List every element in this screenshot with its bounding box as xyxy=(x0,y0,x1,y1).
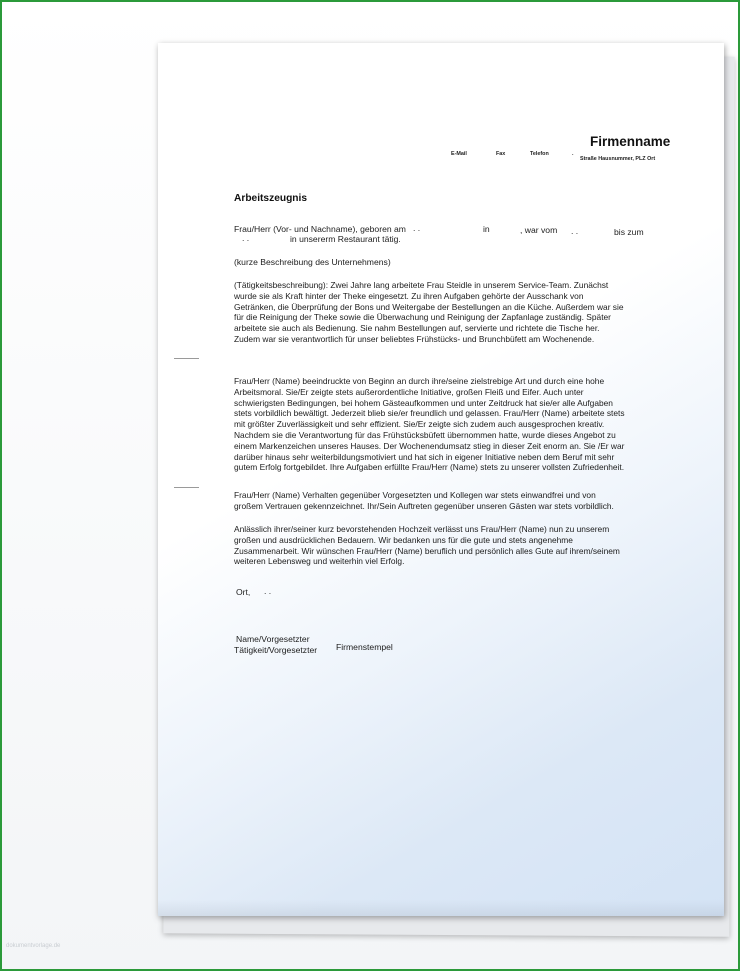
document-page xyxy=(158,43,724,916)
address-line: Straße Hausnummer, PLZ Ort xyxy=(580,156,656,162)
signature-title-line: Tätigkeit/Vorgesetzter xyxy=(234,645,318,655)
intro-from-label: , war vom xyxy=(520,225,558,235)
document-title: Arbeitszeugnis xyxy=(234,193,308,204)
watermark: dokumentvorlage.de xyxy=(6,943,61,949)
paragraph-performance xyxy=(234,376,674,473)
paragraph-line: für die Reinigung der Theke sowie die Überwachung und Reinigung der Zapfanlage zuständig. Später xyxy=(234,312,611,323)
paragraph-line: einem Markenzeichen unseres Hauses. Der Wochenendumsatz stieg in dieser Zeit enorm an. Sie /Er war xyxy=(234,440,625,451)
company-name: Firmenname xyxy=(590,134,671,149)
fold-mark-upper xyxy=(174,358,199,359)
paragraph-conduct xyxy=(234,490,674,512)
intro-until-dots: . . xyxy=(242,233,250,243)
paragraph-line: Arbeitsmoral. Sie/Er zeigte stets außerordentliche Initiative, großen Fleiß und Eifer. Auch unter xyxy=(234,386,584,397)
email-label: E-Mail xyxy=(451,151,467,157)
paragraph-duties xyxy=(234,280,674,345)
paragraph-line: Frau/Herr (Name) Verhalten gegenüber Vorgesetzten und Kollegen war stets einwandfrei und von xyxy=(234,490,596,500)
paragraph-line: mit größter Zuverlässigkeit und sehr effizient. Sie/Er zeigte sich zudem auch ausgesprochen kreativ. xyxy=(234,419,605,430)
place-date-label: Ort, xyxy=(236,587,251,597)
paragraph-line: darüber hinaus sehr weiterbildungsmotiviert und hat sich in eigener Initiative neben dem Beruf mit sehr xyxy=(234,451,615,462)
paragraph-line: wurde sie als Kraft hinter der Theke eingesetzt. Zu ihren Aufgaben gehörte der Ausschank von xyxy=(234,290,584,301)
paragraph-line: weiteren Lebensweg und weiterhin viel Erfolg. xyxy=(234,556,405,567)
frame-border-left xyxy=(0,0,2,971)
intro-name: Frau/Herr (Vor- und Nachname), geboren am xyxy=(234,224,406,234)
paragraph-line: Zudem war sie verantwortlich für unser beliebtes Frühstücks- und Brunchbüfett am Wochenende. xyxy=(234,333,595,344)
paragraph-line: Frau/Herr (Name) beeindruckte von Beginn an durch ihre/seine zielstrebige Art und durch eine hohe xyxy=(234,376,605,386)
intro-until-label: bis zum xyxy=(614,227,644,237)
intro-birth-dots: . . xyxy=(413,223,421,233)
signature-name-line: Name/Vorgesetzter xyxy=(236,634,310,644)
fax-label: Fax xyxy=(496,151,506,157)
contact-separator: . xyxy=(572,151,574,157)
intro-workplace: in unsererm Restaurant tätig. xyxy=(290,234,401,244)
place-date-dots: . . xyxy=(264,586,272,596)
paragraph-line: Nachdem sie die Verantwortung für das Frühstücksbüfett übernommen hatte, wurde dieses Angebot zu xyxy=(234,429,616,440)
paragraph-line: Getränken, die Überprüfung der Bons und Weitergabe der Bestellungen an die Küche. Außerdem war sie xyxy=(234,301,624,312)
paragraph-line: großen und ausdrücklichen Bedauern. Wir bedanken uns für die gute und stets angenehme xyxy=(234,534,573,545)
paragraph-closing xyxy=(234,524,674,567)
paragraph-line: arbeitete sie auch als Bedienung. Sie nahm Bestellungen auf, servierte und richtete die Tische her. xyxy=(234,323,600,334)
company-stamp-label: Firmenstempel xyxy=(336,642,393,652)
page-bottom-curl xyxy=(158,900,724,916)
paragraph-line: großem Vertrauen gekennzeichnet. Ihr/Sein Auftreten gegenüber unseren Gästen war stets vorbildlich. xyxy=(234,500,614,511)
paragraph-line: gutem Erfolg fortgebildet. Ihre Aufgaben erfüllte Frau/Herr (Name) stets zu unserer vollsten Zufriedenheit. xyxy=(234,462,625,473)
fold-mark-lower xyxy=(174,487,199,488)
paragraph-line: Anlässlich ihrer/seiner kurz bevorstehenden Hochzeit verlässt uns Frau/Herr (Name) nun zu unserem xyxy=(234,524,610,534)
paragraph-line: stets vorbildlich bewältigt. Jederzeit blieb sie/er freundlich und gelassen. Frau/Herr (Name) arbeitete stets xyxy=(234,408,625,419)
phone-label: Telefon xyxy=(530,151,549,157)
frame-border-top xyxy=(0,0,740,2)
intro-in-label: in xyxy=(483,224,490,234)
paragraph-line: Zusammenarbeit. Wir wünschen Frau/Herr (Name) beruflich und persönlich alles Gute auf ihrem/seinem xyxy=(234,545,620,556)
intro-from-dots: . . xyxy=(571,226,579,236)
paragraph-line: schwierigsten Bedingungen, bei hohem Gästeaufkommen und unter Zeitdruck hat sie/er alle Aufgaben xyxy=(234,397,613,408)
company-description: (kurze Beschreibung des Unternehmens) xyxy=(234,257,391,267)
paragraph-line: (Tätigkeitsbeschreibung): Zwei Jahre lang arbeitete Frau Steidle in unserem Service-Team. Zunächst xyxy=(234,280,609,290)
